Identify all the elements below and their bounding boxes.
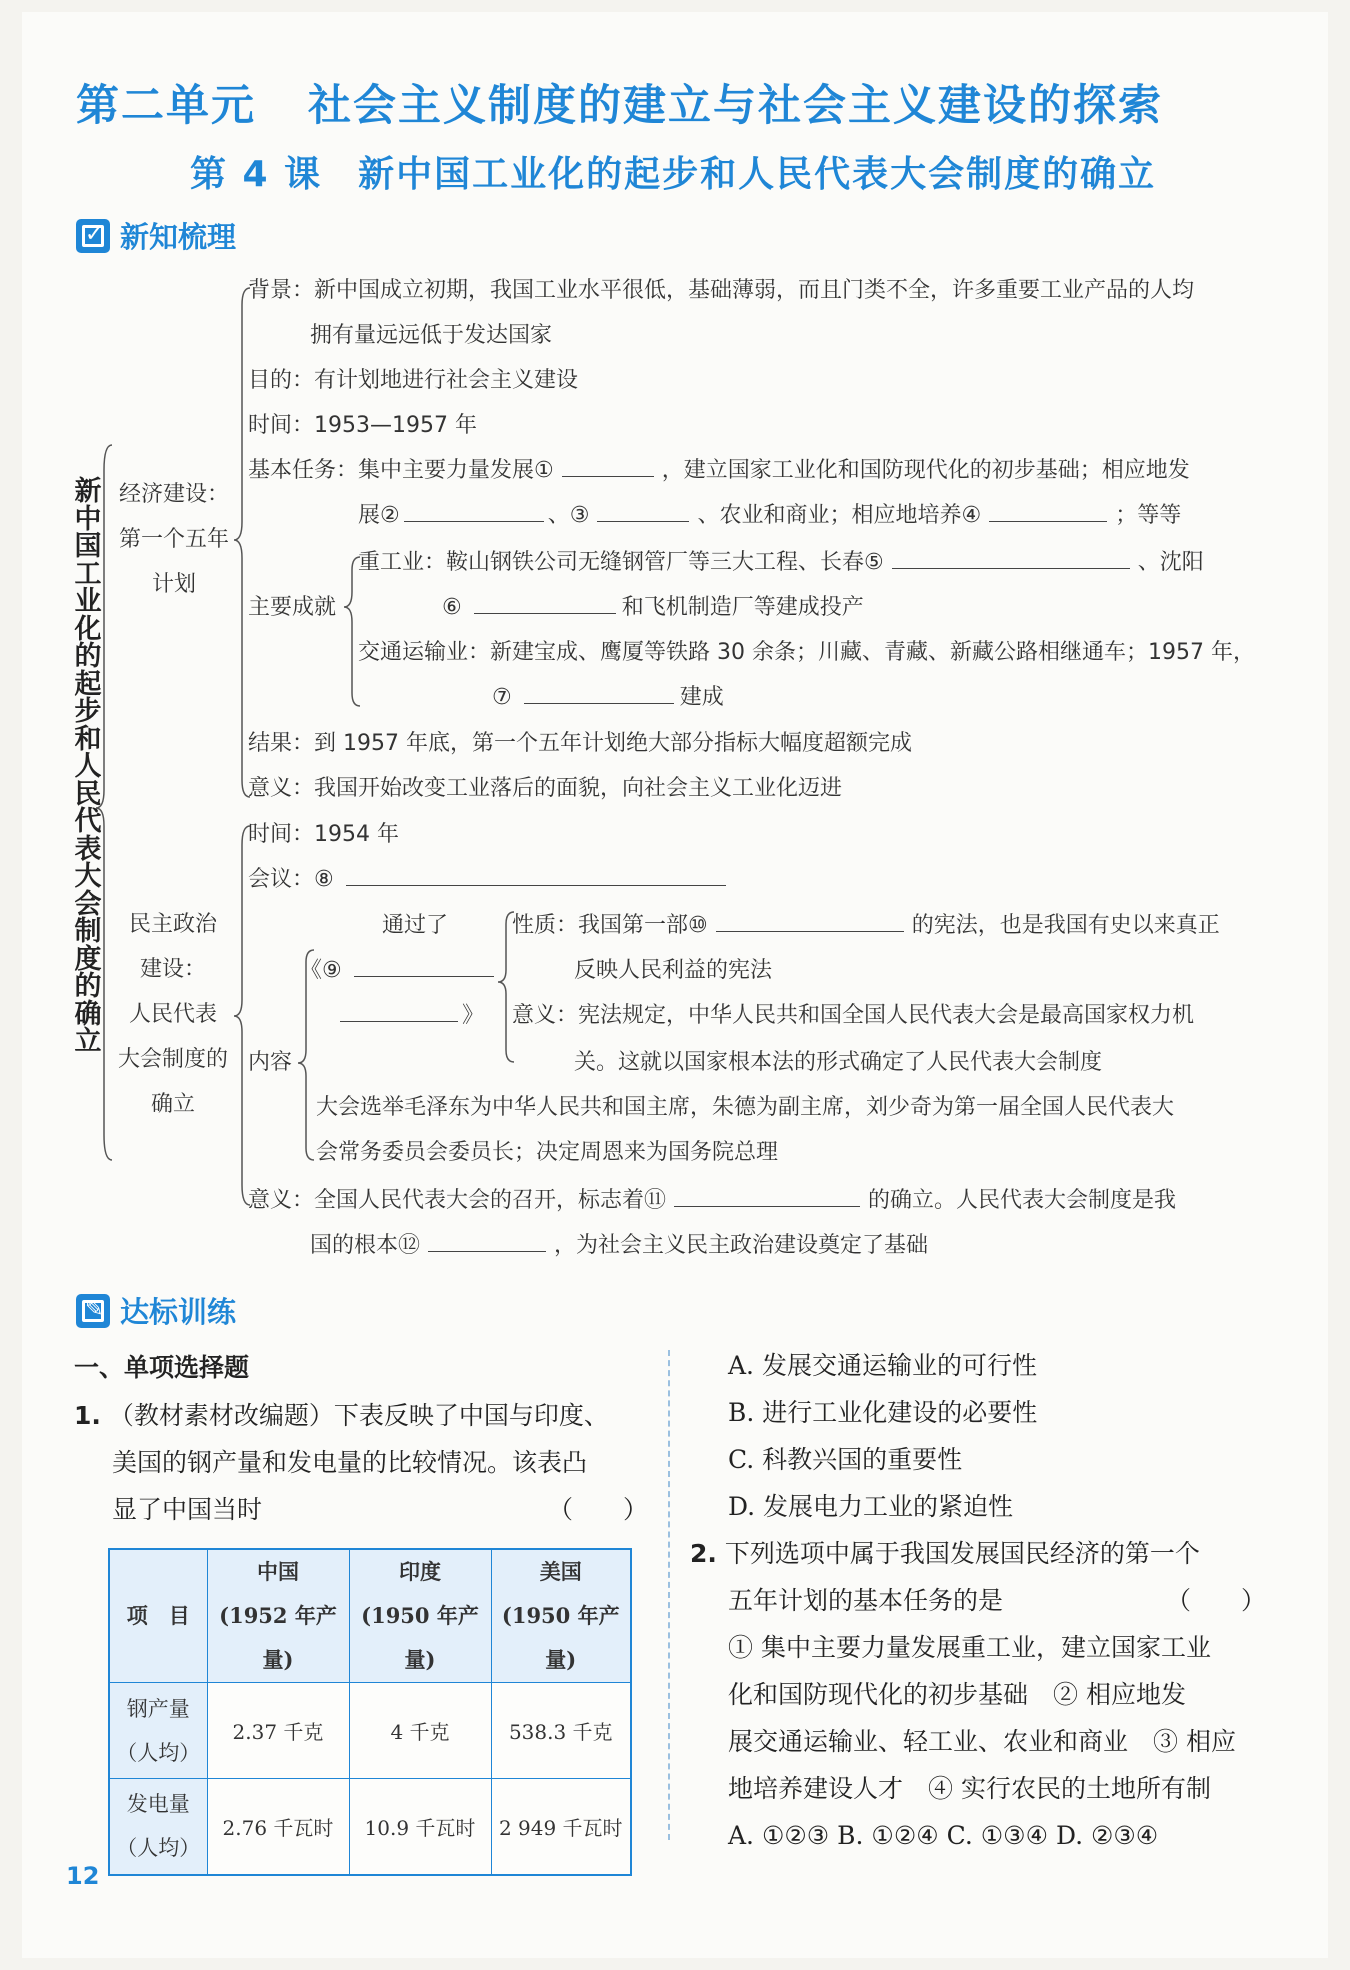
row-sublabel: （人均） bbox=[116, 1740, 201, 1765]
blank-8[interactable] bbox=[346, 862, 726, 886]
democracy-label-line: 人民代表 bbox=[128, 1002, 217, 1027]
table-cell: 538.3 千克 bbox=[491, 1683, 631, 1779]
q2-line5: 展交通运输业、轻工业、农业和商业 ③ 相应 bbox=[728, 1727, 1236, 1756]
constitution-name-line2 bbox=[340, 993, 484, 1038]
nature-text: 性质：我国第一部⑩ bbox=[512, 913, 708, 938]
q2-number: 2. bbox=[690, 1539, 717, 1568]
economy-label-line: 经济建设： bbox=[118, 482, 229, 507]
constitution-significance-line2: 关。这就以国家根本法的形式确定了人民代表大会制度 bbox=[574, 1050, 1103, 1075]
heavy-text: 和飞机制造厂等建成投产 bbox=[621, 595, 864, 620]
transport-line2 bbox=[492, 675, 724, 720]
econ-result: 结果：到 1957 年底，第一个五年计划绝大部分指标大幅度超额完成 bbox=[248, 731, 912, 756]
table-cell: 2.37 千克 bbox=[207, 1683, 349, 1779]
blank-9[interactable] bbox=[354, 953, 494, 977]
q1-option-a[interactable]: A. 发展交通运输业的可行性 bbox=[728, 1351, 1037, 1380]
transport-text: 建成 bbox=[679, 685, 724, 710]
econ-task-line1 bbox=[248, 448, 1190, 493]
heavy-text: 、沈阳 bbox=[1137, 550, 1204, 575]
q1-text: （教材素材改编题）下表反映了中国与印度、 bbox=[108, 1401, 609, 1430]
task-text: 基本任务：集中主要力量发展① bbox=[248, 458, 554, 483]
column-divider bbox=[668, 1350, 670, 1840]
q2-options bbox=[728, 1812, 1158, 1859]
economy-label-line: 计划 bbox=[151, 572, 196, 597]
q2-option-c[interactable]: C. ①③④ bbox=[946, 1821, 1048, 1850]
heavy-text: 重工业：鞍山钢铁公司无缝钢管厂等三大工程、长春⑤ bbox=[358, 550, 884, 575]
blank-2[interactable] bbox=[404, 498, 544, 522]
election-line2: 会常务委员会委员长；决定周恩来为国务院总理 bbox=[316, 1140, 779, 1165]
row-header bbox=[109, 1779, 207, 1875]
pencil-icon: ✎ bbox=[76, 1294, 110, 1328]
achievements-label: 主要成就 bbox=[248, 595, 337, 620]
q1-data-table bbox=[108, 1548, 632, 1876]
q2-text: 下列选项中属于我国发展国民经济的第一个 bbox=[724, 1539, 1200, 1568]
year-note: (1952 年产量) bbox=[219, 1603, 337, 1672]
transport-line1: 交通运输业：新建宝成、鹰厦等铁路 30 余条；川藏、青藏、新藏公路相继通车；1957 年， bbox=[358, 640, 1255, 665]
constitution-significance-line1: 意义：宪法规定，中华人民共和国全国人民代表大会是最高国家权力机 bbox=[512, 1003, 1195, 1028]
democracy-label-line: 民主政治 bbox=[128, 912, 217, 937]
heavy-text: ⑥ bbox=[442, 595, 462, 620]
nature-line1 bbox=[512, 903, 1220, 948]
blank-12[interactable] bbox=[428, 1228, 546, 1252]
q1-answer-paren[interactable]: （ ） bbox=[548, 1495, 649, 1524]
blank-6[interactable] bbox=[474, 590, 616, 614]
checkbox-icon: ✓ bbox=[76, 219, 110, 253]
blank-10[interactable] bbox=[716, 908, 904, 932]
blank-3[interactable] bbox=[597, 498, 689, 522]
blank-9-cont[interactable] bbox=[340, 998, 458, 1022]
mindmap-vertical-title: 新中国工业化的起步和人民代表大会制度的确立 bbox=[74, 476, 102, 1057]
table-cell: 4 千克 bbox=[349, 1683, 491, 1779]
q2-line2: 五年计划的基本任务的是 bbox=[728, 1586, 1004, 1615]
q1-line1 bbox=[74, 1392, 609, 1439]
passed-label: 通过了 bbox=[382, 913, 449, 938]
content-label: 内容 bbox=[248, 1050, 293, 1075]
table-row bbox=[109, 1683, 631, 1779]
democracy-label-line: 确立 bbox=[150, 1092, 195, 1117]
democracy-label-line: 建设： bbox=[139, 957, 206, 982]
row-label: 钢产量 bbox=[126, 1696, 190, 1721]
single-choice-heading: 一、单项选择题 bbox=[74, 1353, 250, 1382]
table-header-row bbox=[109, 1549, 631, 1683]
meaning-text: 国的根本⑫ bbox=[310, 1233, 421, 1258]
q2-line6: 地培养建设人才 ④ 实行农民的土地所有制 bbox=[728, 1774, 1211, 1803]
blank-5[interactable] bbox=[892, 545, 1130, 569]
book-title-open: 《⑨ bbox=[300, 958, 342, 983]
nature-line2: 反映人民利益的宪法 bbox=[574, 958, 773, 983]
econ-background: 背景：新中国成立初期，我国工业水平很低，基础薄弱，而且门类不全，许多重要工业产品的人均 bbox=[248, 278, 1195, 303]
lesson-name: 新中国工业化的起步和人民代表大会制度的确立 bbox=[358, 154, 1157, 195]
dem-meaning-line1 bbox=[248, 1178, 1176, 1223]
q2-option-a[interactable]: A. ①②③ bbox=[728, 1821, 830, 1850]
task-text: ，建立国家工业化和国防现代化的初步基础；相应地发 bbox=[661, 458, 1190, 483]
q2-line3: ① 集中主要力量发展重工业，建立国家工业 bbox=[728, 1633, 1211, 1662]
unit-number: 第二单元 bbox=[76, 81, 256, 131]
transport-text: ⑦ bbox=[492, 685, 512, 710]
table-cell: 10.9 千瓦时 bbox=[349, 1779, 491, 1875]
dem-time: 时间：1954 年 bbox=[248, 822, 399, 847]
meaning-text: 意义：全国人民代表大会的召开，标志着⑪ bbox=[248, 1188, 667, 1213]
year-note: (1950 年产量) bbox=[361, 1603, 479, 1672]
econ-background-cont: 拥有量远远低于发达国家 bbox=[310, 323, 553, 348]
q1-option-d[interactable]: D. 发展电力工业的紧迫性 bbox=[728, 1492, 1014, 1521]
economy-label-line: 第一个五年 bbox=[118, 527, 229, 552]
row-sublabel: （人均） bbox=[116, 1836, 201, 1861]
table-cell: 2.76 千瓦时 bbox=[207, 1779, 349, 1875]
q1-number: 1. bbox=[74, 1401, 101, 1430]
table-row bbox=[109, 1779, 631, 1875]
dem-meeting bbox=[248, 857, 726, 902]
task-text: 、③ bbox=[547, 503, 590, 528]
blank-1[interactable] bbox=[562, 453, 654, 477]
task-text: ；等等 bbox=[1115, 503, 1182, 528]
q1-option-c[interactable]: C. 科教兴国的重要性 bbox=[728, 1445, 963, 1474]
year-note: (1950 年产量) bbox=[501, 1603, 620, 1672]
q1-line2: 美国的钢产量和发电量的比较情况。该表凸 bbox=[112, 1448, 588, 1477]
section-title: 达标训练 bbox=[120, 1295, 237, 1329]
q1-option-b[interactable]: B. 进行工业化建设的必要性 bbox=[728, 1398, 1038, 1427]
table-cell: 2 949 千瓦时 bbox=[491, 1779, 631, 1875]
task-text: 、农业和商业；相应地培养④ bbox=[697, 503, 982, 528]
section-header-practice bbox=[76, 1290, 236, 1331]
econ-time: 时间：1953—1957 年 bbox=[248, 413, 477, 438]
section-title: 新知梳理 bbox=[120, 220, 237, 254]
meaning-text: ，为社会主义民主政治建设奠定了基础 bbox=[554, 1233, 929, 1258]
meaning-text: 的确立。人民代表大会制度是我 bbox=[868, 1188, 1177, 1213]
dem-meaning-line2 bbox=[310, 1223, 928, 1268]
meeting-text: 会议：⑧ bbox=[248, 867, 334, 892]
row-label: 发电量 bbox=[126, 1792, 190, 1817]
table-corner: 项 目 bbox=[109, 1549, 207, 1683]
democracy-label bbox=[108, 902, 238, 1127]
heavy-industry-line2 bbox=[442, 585, 864, 630]
table-header-cell bbox=[349, 1549, 491, 1683]
country-name: 美国 bbox=[539, 1559, 582, 1584]
q1-line3: 显了中国当时 bbox=[112, 1495, 263, 1524]
country-name: 中国 bbox=[257, 1559, 299, 1584]
econ-goal: 目的：有计划地进行社会主义建设 bbox=[248, 368, 579, 393]
q2-answer-paren[interactable]: （ ） bbox=[1166, 1586, 1267, 1615]
economy-label bbox=[114, 472, 234, 607]
econ-meaning: 意义：我国开始改变工业落后的面貌，向社会主义工业化迈进 bbox=[248, 776, 843, 801]
q2-line1 bbox=[690, 1530, 1200, 1577]
country-name: 印度 bbox=[399, 1559, 441, 1584]
task-text: 展② bbox=[358, 503, 400, 528]
q2-option-d[interactable]: D. ②③④ bbox=[1055, 1821, 1159, 1850]
blank-11[interactable] bbox=[674, 1183, 860, 1207]
table-header-cell bbox=[207, 1549, 349, 1683]
book-title-close: 》 bbox=[462, 1003, 485, 1028]
q2-line4: 化和国防现代化的初步基础 ② 相应地发 bbox=[728, 1680, 1186, 1709]
election-line1: 大会选举毛泽东为中华人民共和国主席，朱德为副主席，刘少奇为第一届全国人民代表大 bbox=[316, 1095, 1175, 1120]
lesson-number: 第 4 课 bbox=[190, 154, 323, 195]
table-header-cell bbox=[491, 1549, 631, 1683]
blank-4[interactable] bbox=[989, 498, 1107, 522]
heavy-industry-line1 bbox=[358, 540, 1204, 585]
constitution-name-line1 bbox=[300, 948, 494, 993]
unit-name: 社会主义制度的建立与社会主义建设的探索 bbox=[308, 81, 1163, 131]
econ-task-line2 bbox=[358, 493, 1181, 538]
democracy-label-line: 大会制度的 bbox=[117, 1047, 228, 1072]
row-header bbox=[109, 1683, 207, 1779]
nature-text: 的宪法，也是我国有史以来真正 bbox=[911, 913, 1220, 938]
page-number: 12 bbox=[66, 1862, 100, 1890]
q2-option-b[interactable]: B. ①②④ bbox=[837, 1821, 939, 1850]
blank-7[interactable] bbox=[524, 680, 674, 704]
